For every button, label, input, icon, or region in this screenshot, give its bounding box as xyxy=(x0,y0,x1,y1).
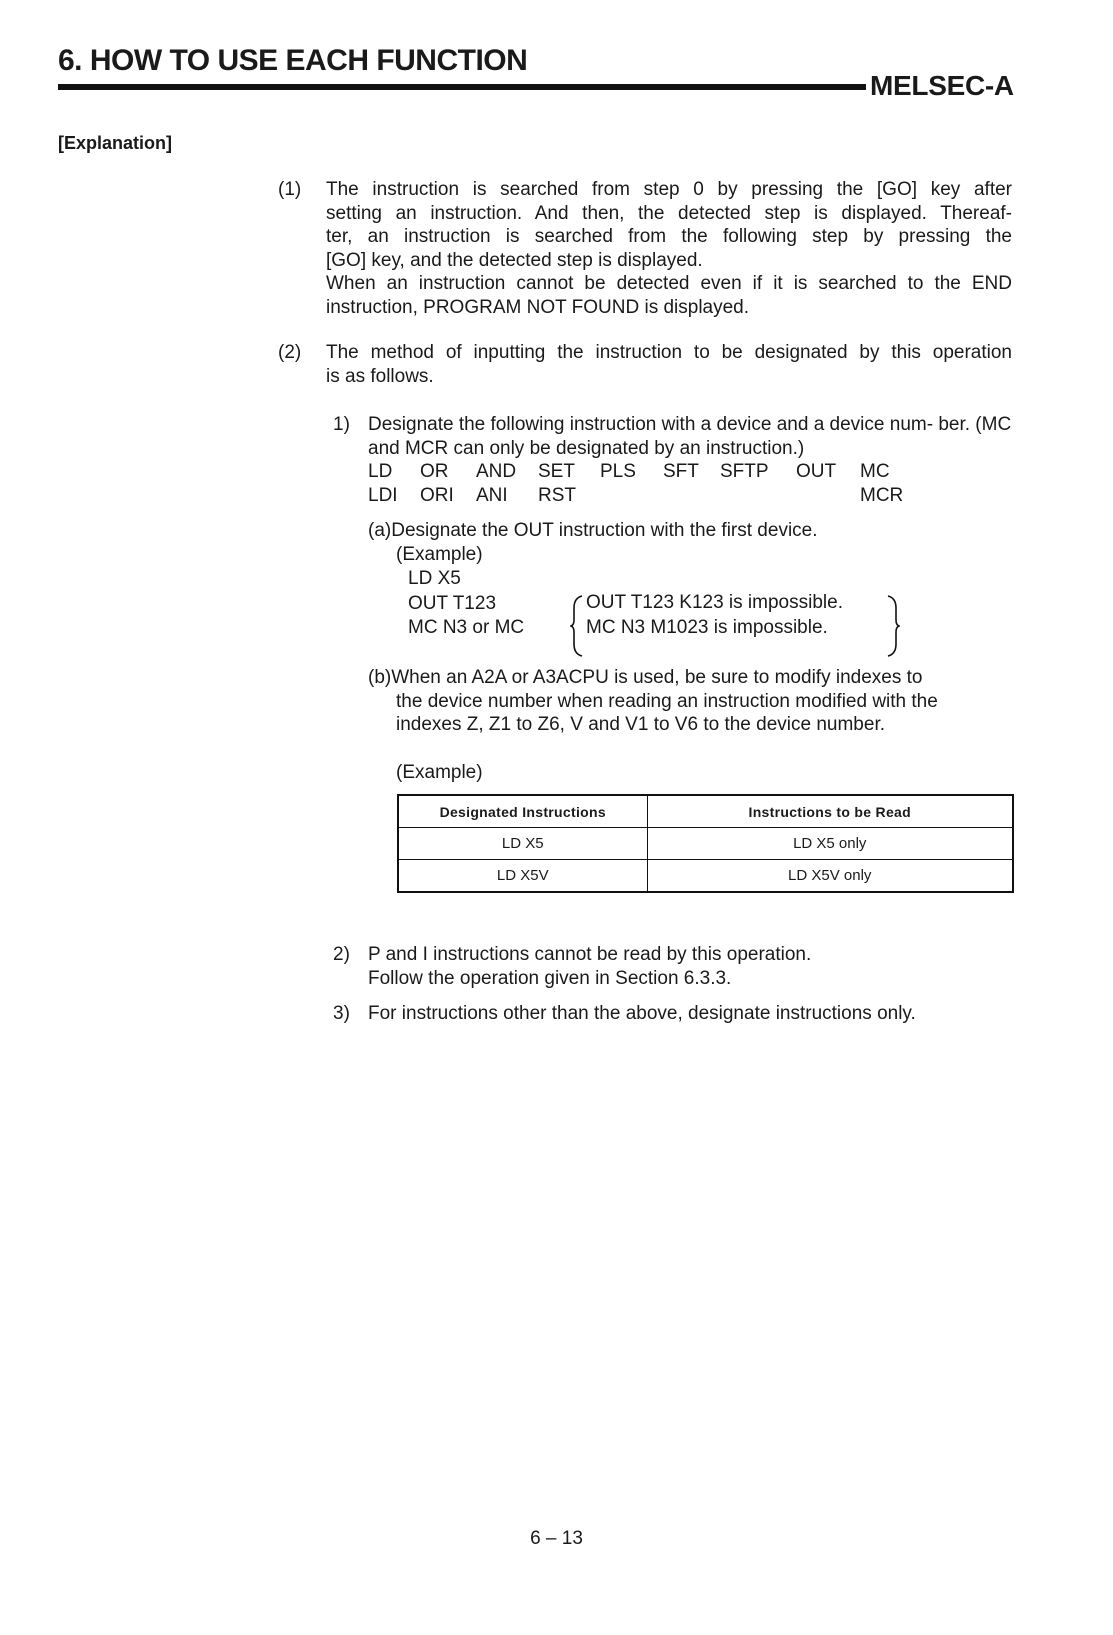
chapter-title: 6. HOW TO USE EACH FUNCTION xyxy=(58,44,528,77)
sub-b-line: (b)When an A2A or A3ACPU is used, be sure to modify indexes to xyxy=(368,667,923,688)
sub-a-text: (a)Designate the OUT instruction with the first device. xyxy=(368,520,818,541)
instruction-ori: ORI xyxy=(420,485,454,506)
impossible-line: MC N3 M1023 is impossible. xyxy=(586,617,828,638)
sub-b-example-label: (Example) xyxy=(396,762,483,783)
impossible-line: OUT T123 K123 is impossible. xyxy=(586,592,843,613)
item-1-line: instruction, PROGRAM NOT FOUND is displayed. xyxy=(326,296,750,318)
right-brace-icon xyxy=(886,594,900,658)
table-cell: LD X5 xyxy=(398,828,647,860)
instruction-set: SET xyxy=(538,461,575,482)
instruction-mc: MC xyxy=(860,461,890,482)
example-table xyxy=(397,794,1014,893)
sub-1-number: 1) xyxy=(333,414,350,435)
item-1-line: The instruction is searched from step 0 by pressing the [GO] key after xyxy=(326,179,1012,200)
sub-b-line: indexes Z, Z1 to Z6, V and V1 to V6 to the device number. xyxy=(396,714,885,735)
table-cell: LD X5 only xyxy=(647,828,1013,860)
item-2-line: The method of inputting the instruction to be designated by this operation xyxy=(326,342,1012,363)
item-1-text xyxy=(326,178,1012,319)
item-2-line: is as follows. xyxy=(326,365,434,387)
sub-a-example-label: (Example) xyxy=(396,544,483,565)
instruction-out: OUT xyxy=(796,461,837,482)
page-number: 6 – 13 xyxy=(530,1528,583,1549)
example-line: OUT T123 xyxy=(408,593,497,614)
instruction-sftp: SFTP xyxy=(720,461,769,482)
sub-b-text xyxy=(368,666,1012,737)
instruction-ld: LD xyxy=(368,461,393,482)
instruction-ldi: LDI xyxy=(368,485,398,506)
instruction-and: AND xyxy=(476,461,517,482)
instruction-pls: PLS xyxy=(600,461,636,482)
table-header: Designated Instructions xyxy=(398,795,647,828)
instruction-sft: SFT xyxy=(663,461,699,482)
section-label: [Explanation] xyxy=(58,133,173,153)
sub-1-line: ber. (MC and MCR can only be designated by an instruction.) xyxy=(368,414,1012,459)
example-line: MC N3 or MC xyxy=(408,617,525,638)
table-cell: LD X5V xyxy=(398,860,647,893)
item-1-line: setting an instruction. And then, the detected step is displayed. Thereaf- xyxy=(326,202,1012,224)
example-line: LD X5 xyxy=(408,568,461,589)
left-brace-icon xyxy=(570,594,584,658)
impossible-note xyxy=(570,594,900,658)
sub-3-text: For instructions other than the above, designate instructions only. xyxy=(368,1003,916,1024)
item-1-number: (1) xyxy=(278,179,302,200)
table-row xyxy=(398,860,1013,893)
sub-b-line: the device number when reading an instruction modified with the xyxy=(396,690,938,712)
table-header: Instructions to be Read xyxy=(647,795,1013,828)
table-cell: LD X5V only xyxy=(647,860,1013,893)
instruction-row-1 xyxy=(368,460,928,484)
table-header-row xyxy=(398,795,1013,828)
item-2-text xyxy=(326,341,1012,388)
item-1-line: When an instruction cannot be detected even if it is searched to the END xyxy=(326,273,1012,294)
instruction-mcr: MCR xyxy=(860,485,904,506)
sub-2-line: Follow the operation given in Section 6.3.3. xyxy=(368,967,732,989)
header-rule xyxy=(58,84,866,90)
instruction-rst: RST xyxy=(538,485,576,506)
item-2-number: (2) xyxy=(278,342,302,363)
instruction-or: OR xyxy=(420,461,449,482)
item-1-line: ter, an instruction is searched from the following step by pressing the xyxy=(326,226,1012,247)
item-1-line: [GO] key, and the detected step is displayed. xyxy=(326,249,703,271)
table-row xyxy=(398,828,1013,860)
sub-2-line: P and I instructions cannot be read by this operation. xyxy=(368,944,812,965)
sub-2-number: 2) xyxy=(333,944,350,965)
instruction-ani: ANI xyxy=(476,485,508,506)
sub-3-number: 3) xyxy=(333,1003,350,1024)
sub-2-text xyxy=(368,943,1012,990)
sub-1-line: Designate the following instruction with a device and a device num- xyxy=(368,414,934,435)
instruction-row-2 xyxy=(368,484,928,508)
sub-1-text xyxy=(368,413,1012,460)
brand-label: MELSEC-A xyxy=(870,70,1014,101)
